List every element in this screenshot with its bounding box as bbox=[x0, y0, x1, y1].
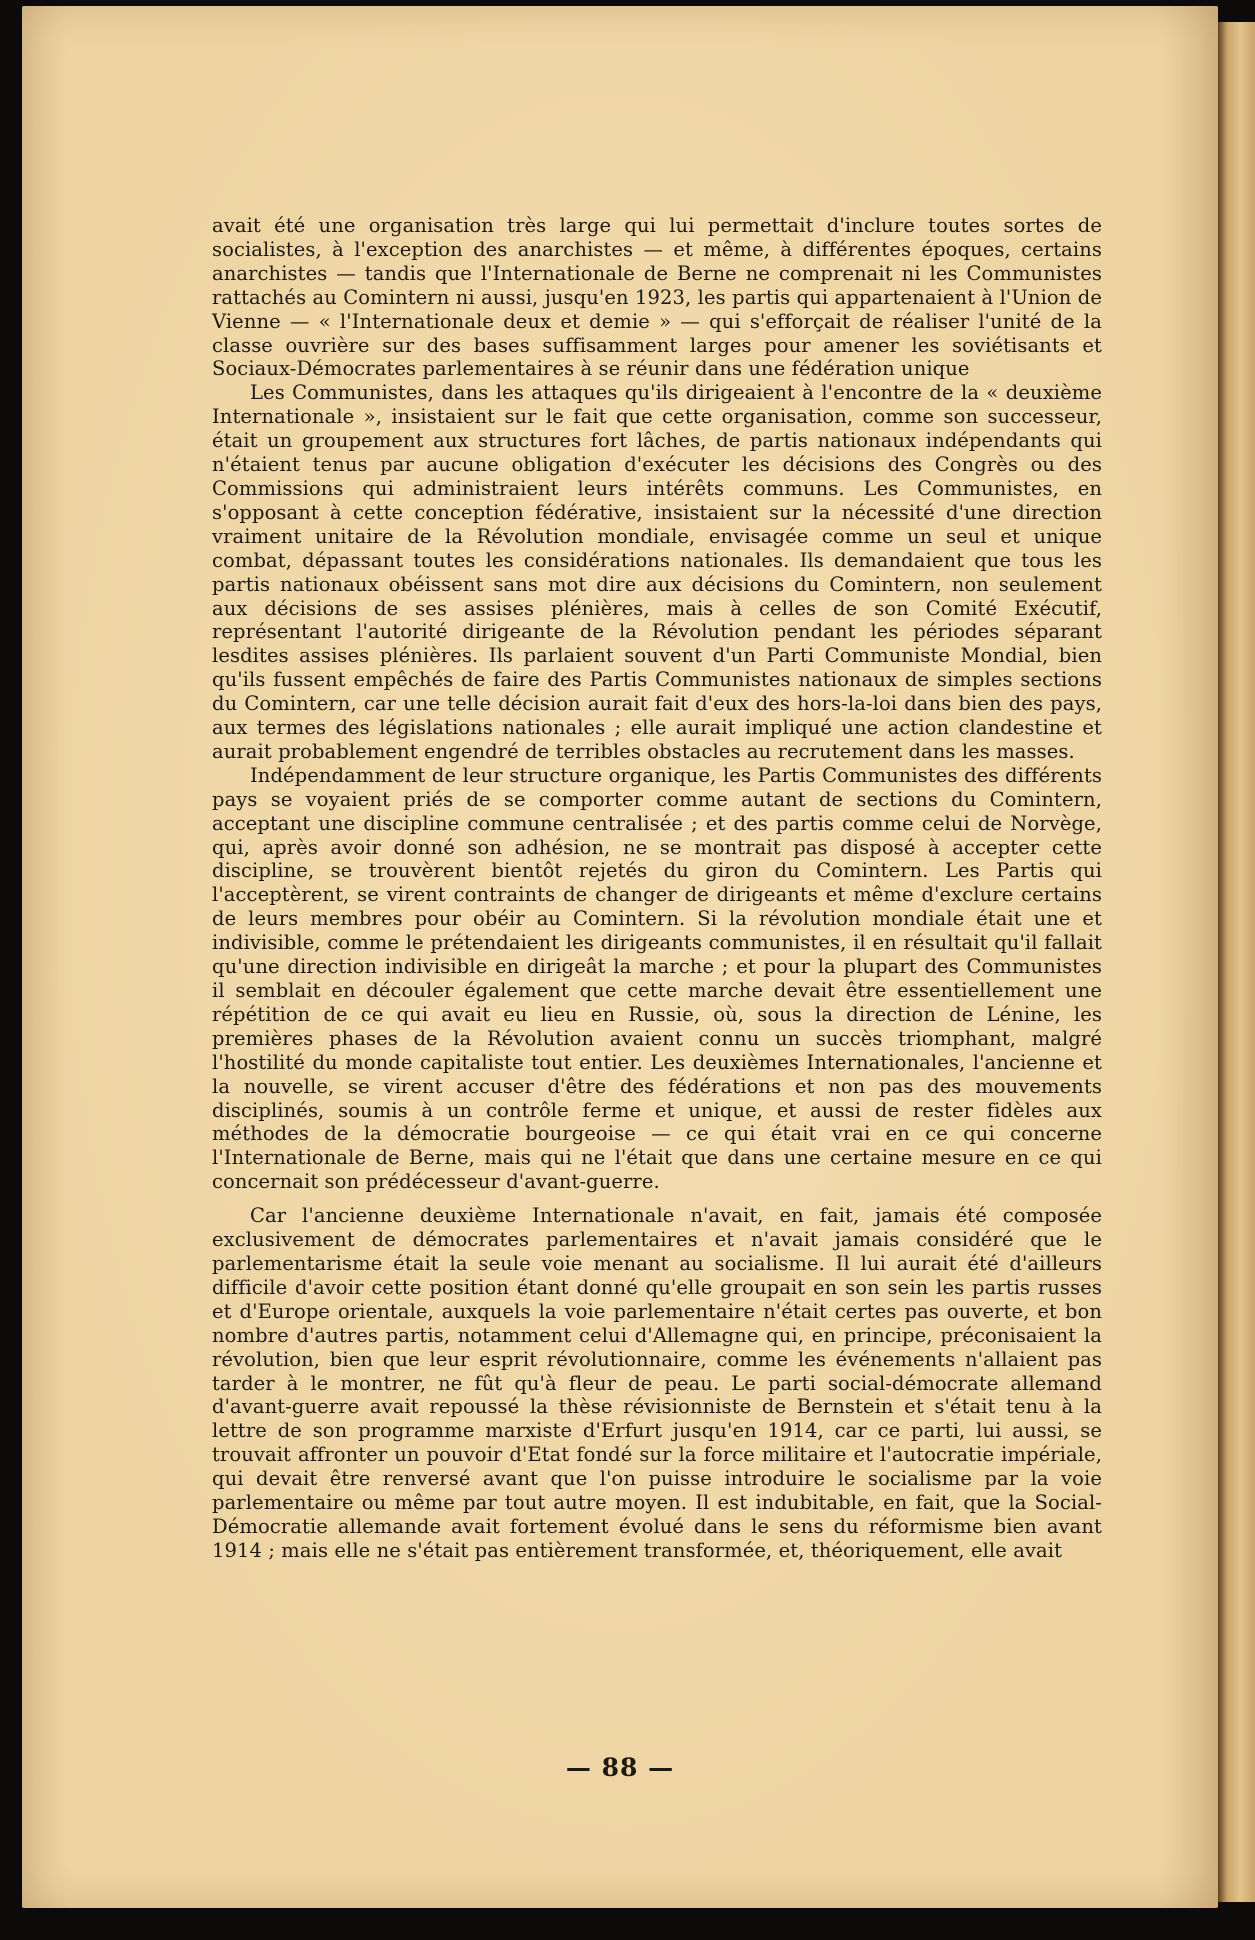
adjacent-page-edge bbox=[1218, 22, 1255, 1902]
paragraph-independamment: Indépendamment de leur structure organique, les Partis Communistes des différents pays se voyaient priés de se comporter comme autant de sections du Comintern, acceptant une discipline commune centralisée ; et des partis comme celui de Norvège, qui, après avoir donné son adhésion, ne se montrait pas disposé à accepter cette discipline, se trouvèrent bientôt rejetés du giron du Comintern. Les Partis qui l'acceptèrent, se virent contraints de changer de dirigeants et même d'exclure certains de leurs membres pour obéir au Comintern. Si la révolution mondiale était une et indivisible, comme le prétendaient les dirigeants communistes, il en résultait qu'il fallait qu'une direction indivisible en dirigeât la marche ; et pour la plupart des Communistes il semblait en découler également que cette marche devait être essentiellement une répétition de ce qui avait eu lieu en Russie, où, sous la direction de Lénine, les premières phases de la Révolution avaient connu un succès triomphant, malgré l'hostilité du monde capitaliste tout entier. Les deuxièmes Internationales, l'ancienne et la nouvelle, se virent accuser d'être des fédérations et non pas des mouvements disciplinés, soumis à un contrôle ferme et unique, et aussi de rester fidèles aux méthodes de la démocratie bourgeoise — ce qui était vrai en ce qui concerne l'Internationale de Berne, mais qui ne l'était que dans une certaine mesure en ce qui concernait son prédécesseur d'avant-guerre. bbox=[212, 763, 1102, 1194]
page-number: — 88 — bbox=[565, 1753, 675, 1782]
paragraph-communistes: Les Communistes, dans les attaques qu'ils dirigeaient à l'encontre de la « deuxième Internationale », insistaient sur le fait que cette organisation, comme son successeur, était un groupement aux structures fort lâches, de partis nationaux indépendants qui n'étaient tenus par aucune obligation d'exécuter les décisions des Congrès ou des Commissions qui administraient leurs intérêts communs. Les Communistes, en s'opposant à cette conception fédérative, insistaient sur la nécessité d'une direction vraiment unitaire de la Révolution mondiale, envisagée comme un seul et unique combat, dépassant toutes les considérations nationales. Ils demandaient que tous les partis nationaux obéissent sans mot dire aux décisions du Comintern, non seulement aux décisions de ses assises plénières, mais à celles de son Comité Exécutif, représentant l'autorité dirigeante de la Révolution pendant les périodes séparant lesdites assises plénières. Ils parlaient souvent d'un Parti Communiste Mondial, bien qu'ils fussent empêchés de faire des Partis Communistes nationaux de simples sections du Comintern, car une telle décision aurait fait d'eux des hors-la-loi dans bien des pays, aux termes des législations nationales ; elle aurait impliqué une action clandestine et aurait probablement engendré de terribles obstacles au recrutement dans les masses. bbox=[212, 381, 1102, 763]
body-text bbox=[212, 214, 1102, 1563]
paragraph-ancienne-internationale: Car l'ancienne deuxième Internationale n'avait, en fait, jamais été composée exclusivement de démocrates parlementaires et n'avait jamais considéré que le parlementarisme était la seule voie menant au socialisme. Il lui aurait été d'ailleurs difficile d'avoir cette position étant donné qu'elle groupait en son sein les partis russes et d'Europe orientale, auxquels la voie parlementaire n'était certes pas ouverte, et bon nombre d'autres partis, notamment celui d'Allemagne qui, en principe, préconisaient la révolution, bien que leur esprit révolutionnaire, comme les événements n'allaient pas tarder à le montrer, ne fût qu'à fleur de peau. Le parti social-démocrate allemand d'avant-guerre avait repoussé la thèse révisionniste de Bernstein et s'était tenu à la lettre de son programme marxiste d'Erfurt jusqu'en 1914, car ce parti, lui aussi, se trouvait affronter un pouvoir d'Etat fondé sur la force militaire et l'autocratie impériale, qui devait être renversé avant que l'on puisse introduire le socialisme par la voie parlementaire ou même par tout autre moyen. Il est indubitable, en fait, que la Social-Démocratie allemande avait fortement évolué dans le sens du réformisme bien avant 1914 ; mais elle ne s'était pas entièrement transformée, et, théoriquement, elle avait bbox=[212, 1204, 1102, 1562]
book-page bbox=[22, 6, 1218, 1908]
paragraph-continuation: avait été une organisation très large qui lui permettait d'inclure toutes sortes de socialistes, à l'exception des anarchistes — et même, à différentes époques, certains anarchistes — tandis que l'Internationale de Berne ne comprenait ni les Communistes rattachés au Comintern ni aussi, jusqu'en 1923, les partis qui appartenaient à l'Union de Vienne — « l'Internationale deux et demie » — qui s'efforçait de réaliser l'unité de la classe ouvrière sur des bases suffisamment larges pour amener les soviétisants et Sociaux-Démocrates parlementaires à se réunir dans une fédération unique bbox=[212, 214, 1102, 381]
